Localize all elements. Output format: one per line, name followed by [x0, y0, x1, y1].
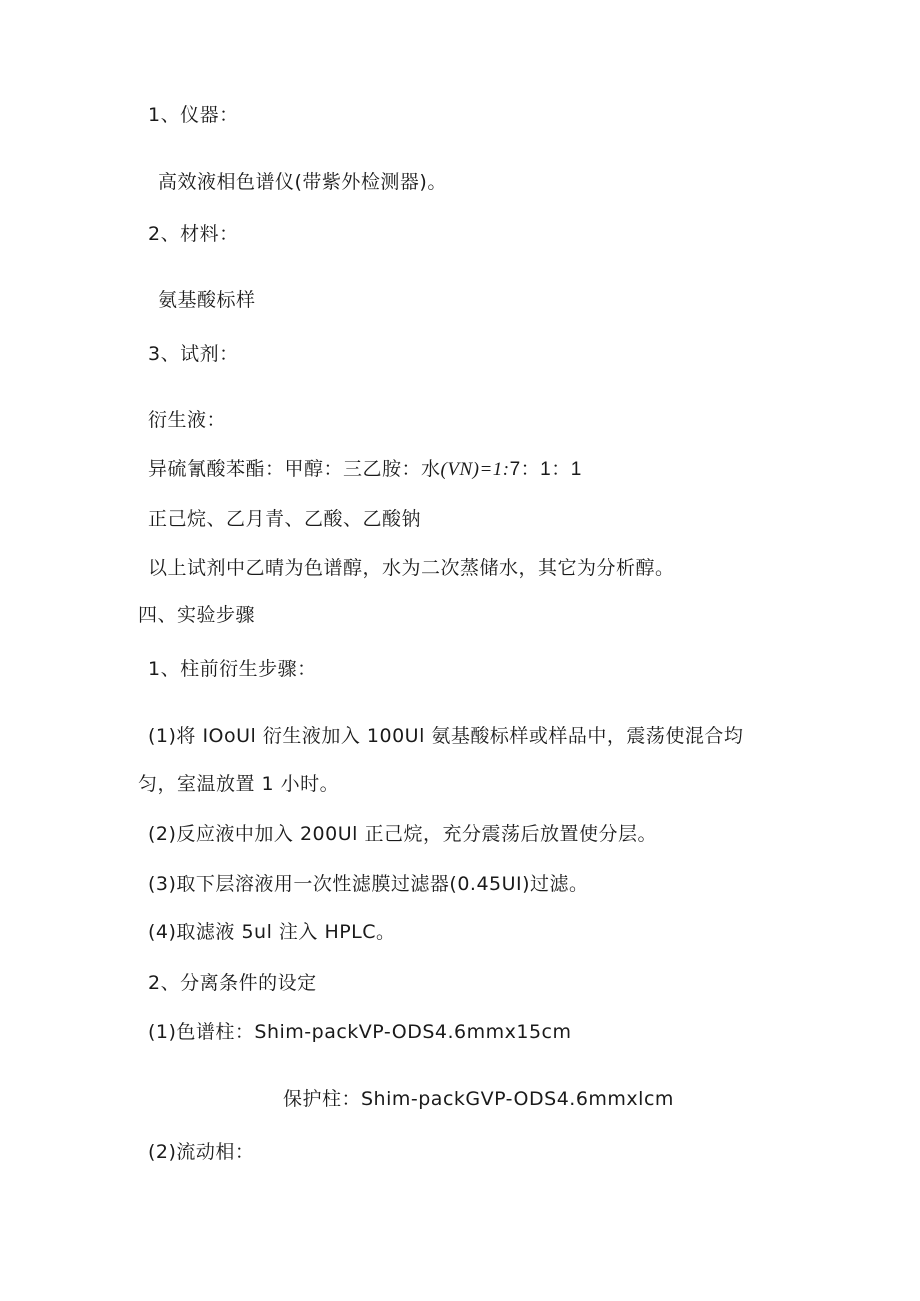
step-4: (4)取滤液 5ul 注入 HPLC。 — [148, 921, 396, 943]
condition-guard-column: 保护柱：Shim-packGVP-ODS4.6mmxlcm — [283, 1088, 674, 1110]
condition-mobile-phase: (2)流动相： — [148, 1141, 255, 1163]
section-heading-materials: 2、材料： — [148, 223, 239, 245]
section-heading-instruments: 1、仪器： — [148, 104, 239, 126]
step-1-line-1: (1)将 IOoUl 衍生液加入 100Ul 氨基酸标样或样品中，震荡使混合均 — [148, 725, 744, 747]
paragraph-instrument-hplc: 高效液相色谱仪(带紫外检测器)。 — [158, 171, 447, 193]
step-2: (2)反应液中加入 200Ul 正己烷，充分震荡后放置使分层。 — [148, 823, 657, 845]
reagent-ratio-values: 7：1：1 — [509, 459, 582, 480]
step-1-line-2: 匀，室温放置 1 小时。 — [138, 773, 340, 795]
step-3: (3)取下层溶液用一次性滤膜过滤器(0.45UI)过滤。 — [148, 873, 589, 895]
reagent-ratio-unit: (VN)=1: — [440, 459, 510, 480]
section-heading-reagents: 3、试剂： — [148, 343, 239, 365]
section-heading-experiment-steps: 四、实验步骤 — [138, 604, 256, 626]
condition-column: (1)色谱柱：Shim-packVP-ODS4.6mmx15cm — [148, 1021, 572, 1043]
paragraph-reagent-list: 正己烷、乙月青、乙酸、乙酸钠 — [148, 508, 422, 530]
paragraph-amino-acid-standard: 氨基酸标样 — [158, 289, 256, 311]
paragraph-derivatization-solution: 衍生液： — [148, 409, 227, 431]
paragraph-reagent-note: 以上试剂中乙晴为色谱醇，水为二次蒸储水，其它为分析醇。 — [148, 557, 675, 579]
reagent-ratio-text: 异硫氰酸苯酯：甲醇：三乙胺：水 — [148, 458, 441, 480]
paragraph-reagent-ratio — [148, 457, 582, 482]
subsection-heading-separation-conditions: 2、分离条件的设定 — [148, 972, 317, 994]
subsection-heading-precolumn-derivatization: 1、柱前衍生步骤： — [148, 658, 317, 680]
